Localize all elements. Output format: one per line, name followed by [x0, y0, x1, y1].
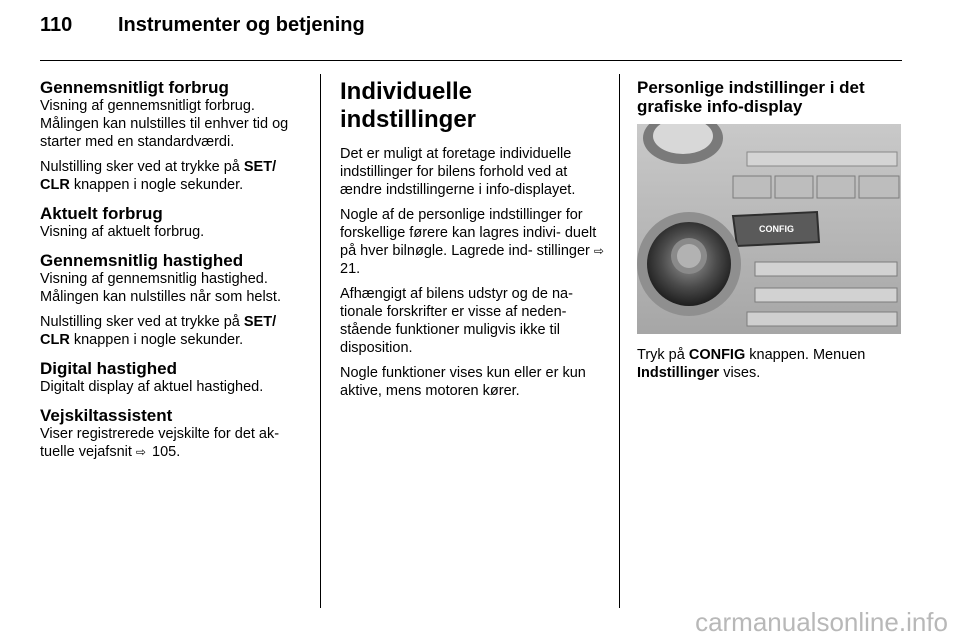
text: knappen. Menuen: [745, 347, 866, 363]
button-name: SET/ CLR: [40, 159, 277, 193]
paragraph: Afhængigt af bilens udstyr og de na- tionale forskrifter er visse af neden- stående funktioner muligvis ikke til disposition.: [340, 286, 573, 356]
section-heading: Digital hastighed: [40, 359, 177, 378]
paragraph: [40, 425, 306, 461]
section-heading: Gennemsnitligt forbrug: [40, 78, 229, 97]
config-button-label: CONFIG: [759, 224, 794, 234]
section-heading: Personlige indstillinger i det grafiske info-display: [637, 78, 865, 116]
paragraph: Nogle funktioner vises kun eller er kun aktive, mens motoren kører.: [340, 365, 586, 399]
text: knappen i nogle sekunder.: [69, 332, 244, 348]
text: Viser registrerede vejskilte for det ak- tuelle vejafsnit: [40, 426, 280, 460]
text: vises.: [719, 365, 761, 381]
section-average-consumption: [40, 78, 306, 194]
menu-name: Indstillinger: [637, 365, 720, 381]
paragraph: Digitalt display af aktuel hastighed.: [40, 379, 264, 395]
section-current-consumption: [40, 204, 306, 241]
column-right: [637, 78, 903, 389]
page-number: 110: [40, 14, 73, 36]
section-heading: Aktuelt forbrug: [40, 204, 163, 223]
text: Nogle af de personlige indstillinger for forskellige førere kan lagres indivi- duelt på hver bilnøgle. Lagrede ind- stillinger: [340, 207, 597, 259]
button-name: SET/ CLR: [40, 314, 277, 348]
page-reference: 21.: [340, 261, 361, 277]
section-title: Individuelle indstillinger: [340, 78, 477, 133]
text: knappen i nogle sekunder.: [69, 177, 244, 193]
text: Nulstilling sker ved at trykke på: [40, 159, 244, 175]
paragraph: [40, 313, 306, 349]
text: Tryk på: [637, 347, 689, 363]
page-reference-icon: ⇨: [593, 244, 604, 258]
section-digital-speed: [40, 359, 306, 396]
control-panel-photo: [637, 124, 901, 334]
text: Nulstilling sker ved at trykke på: [40, 314, 244, 330]
column-divider: [619, 74, 620, 608]
paragraph: Visning af gennemsnitlig hastighed. Målingen kan nulstilles når som helst.: [40, 271, 281, 305]
column-divider: [320, 74, 321, 608]
paragraph: [40, 158, 306, 194]
section-traffic-sign-assistant: [40, 406, 306, 461]
watermark: carmanualsonline.info: [695, 607, 948, 637]
button-name: CONFIG: [688, 347, 746, 363]
column-middle: [340, 78, 606, 407]
paragraph: [340, 206, 606, 278]
paragraph: Visning af gennemsnitligt forbrug. Målingen kan nulstilles til enhver tid og starter med en standardværdi.: [40, 98, 289, 150]
section-heading: Gennemsnitlig hastighed: [40, 251, 244, 270]
column-left: [40, 78, 306, 471]
header-rule: [40, 60, 902, 61]
paragraph: [637, 346, 903, 382]
chapter-title: Instrumenter og betjening: [118, 14, 365, 36]
section-average-speed: [40, 251, 306, 349]
paragraph: Det er muligt at foretage individuelle indstillinger for bilens forhold ved at ændre indstillingerne i info-displayet.: [340, 146, 576, 198]
page-reference: 105.: [147, 444, 181, 460]
section-heading: Vejskiltassistent: [40, 406, 173, 425]
page-reference-icon: ⇨: [135, 445, 146, 459]
paragraph: Visning af aktuelt forbrug.: [40, 224, 205, 240]
